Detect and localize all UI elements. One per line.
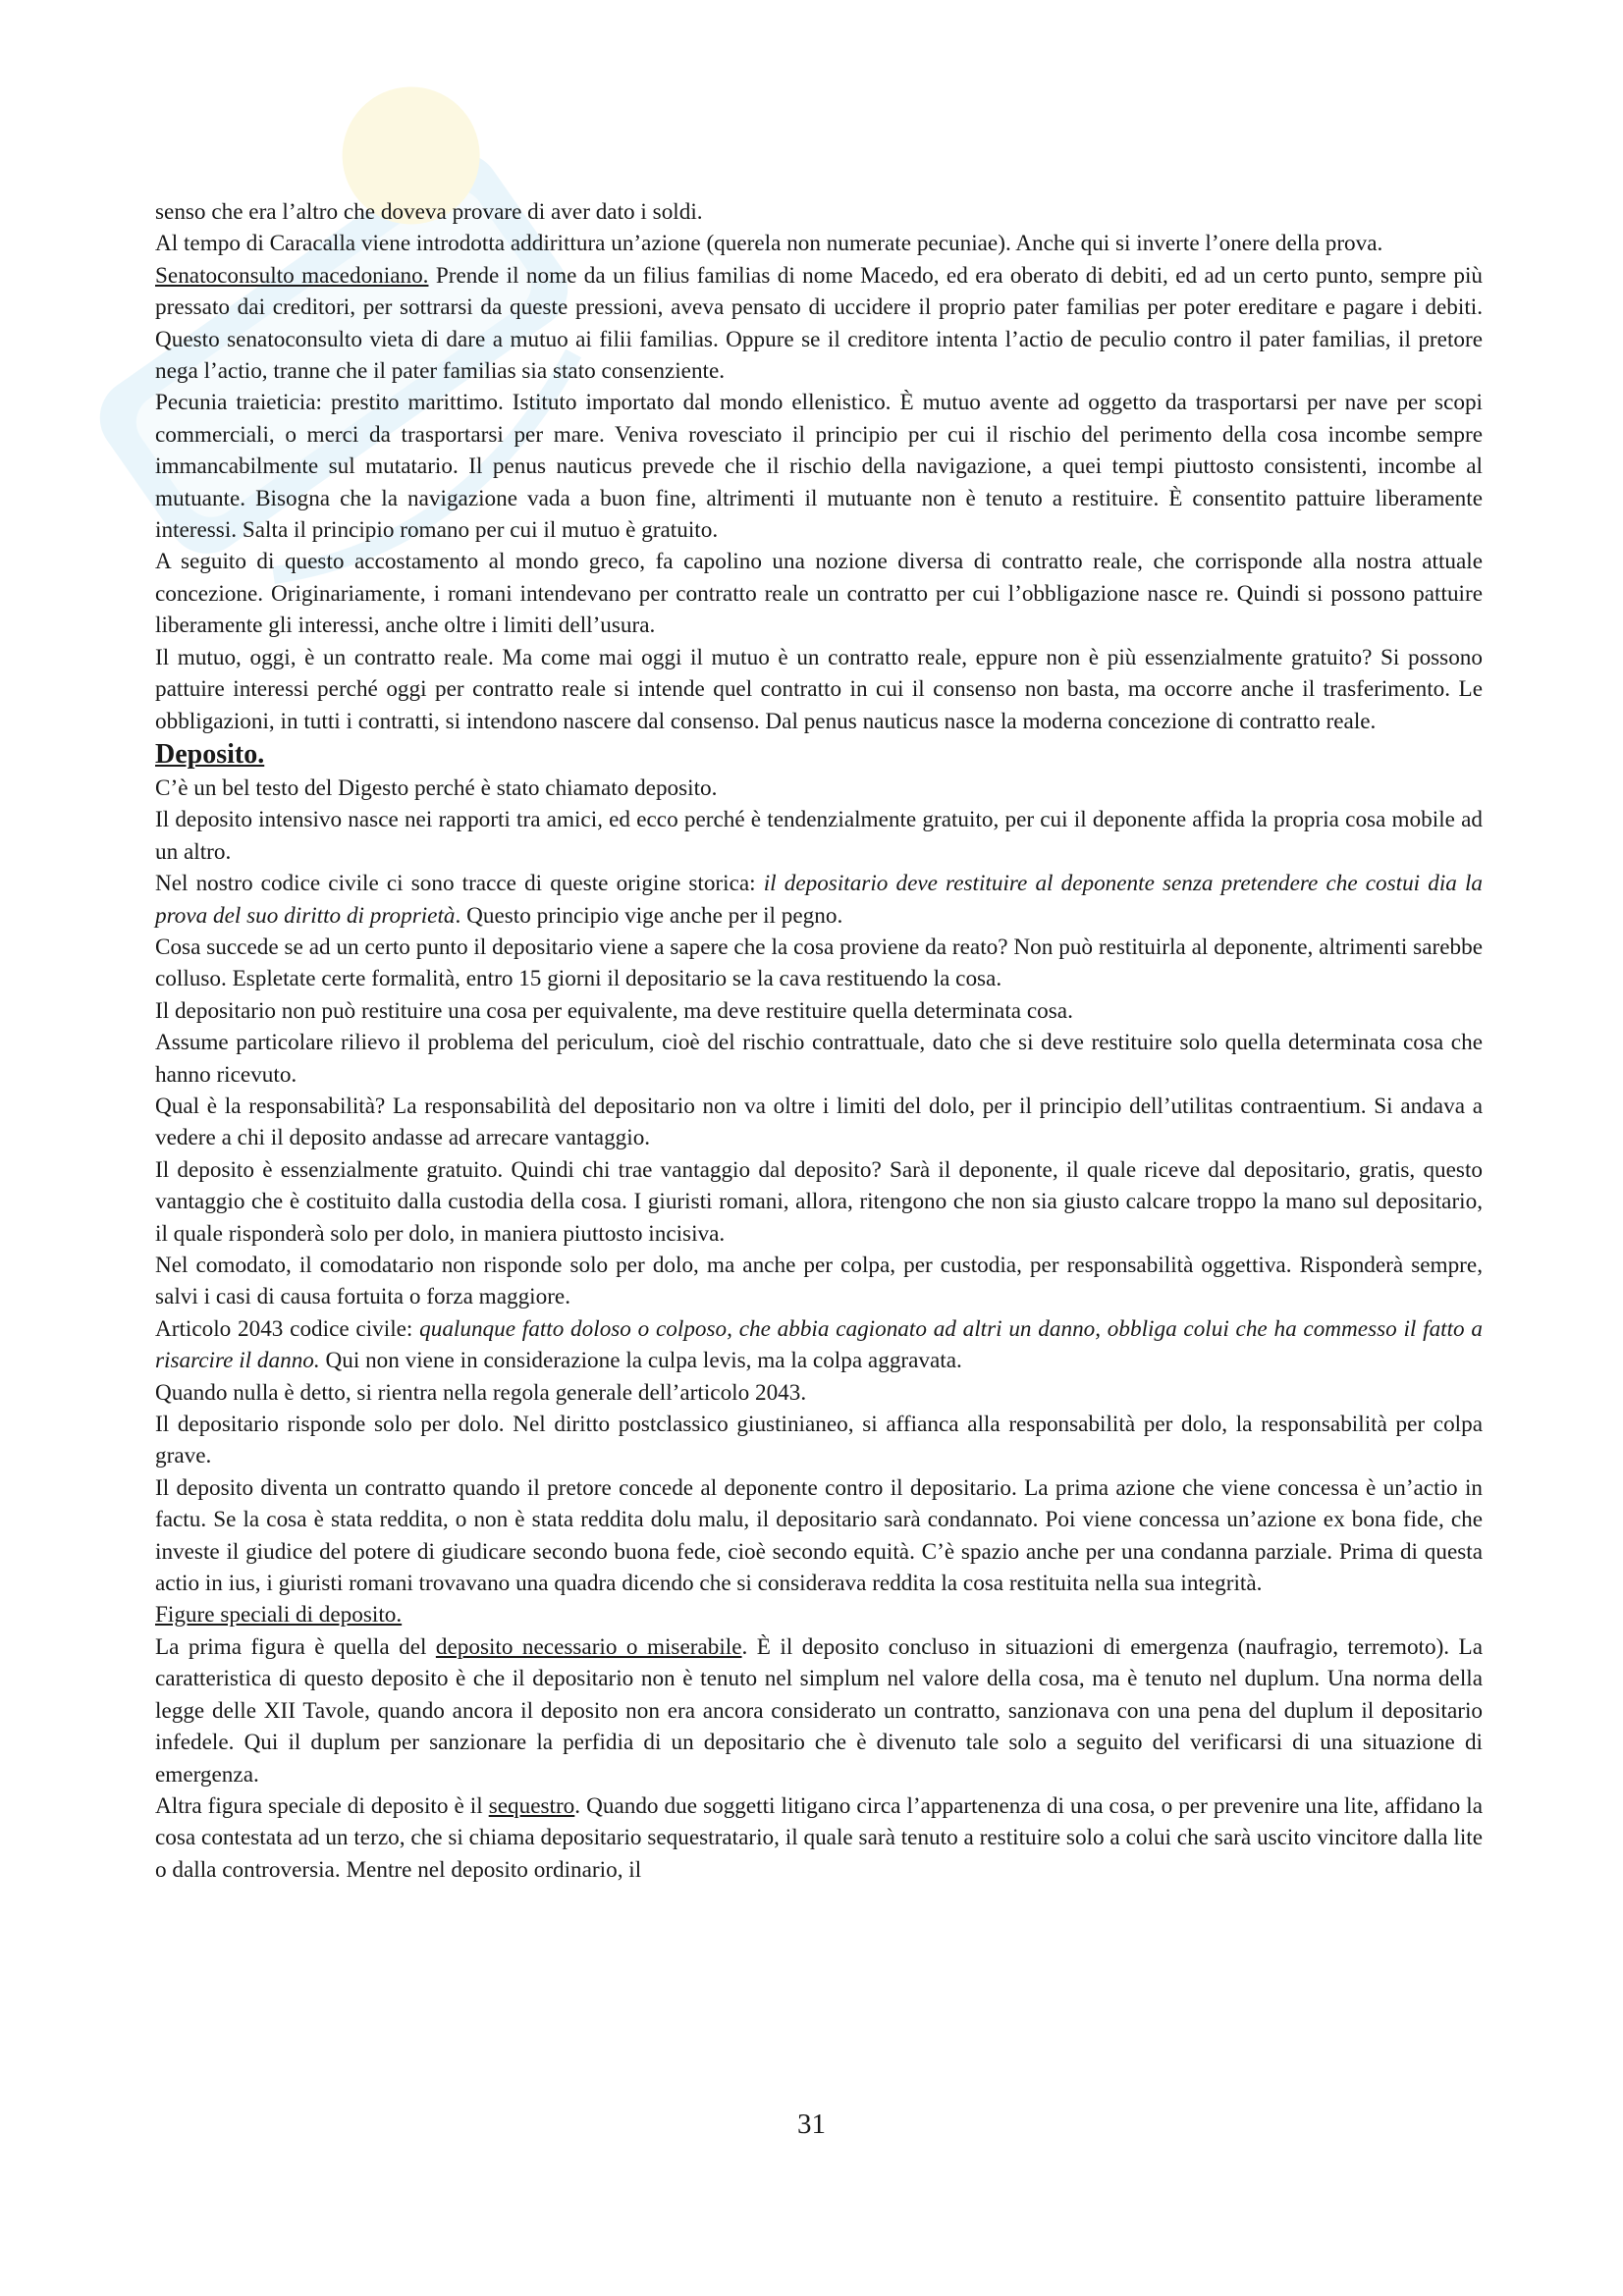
paragraph: Il deposito intensivo nasce nei rapporti tra amici, ed ecco perché è tendenzialmente gratuito, per cui il deponente affida la propria cosa mobile ad un altro. <box>155 807 1483 865</box>
paragraph-text: . Quando due soggetti litigano circa l’appartenenza di una cosa, o per prevenire una lite, affidano la cosa contestata ad un terzo, che si chiama depositario sequestratario, il quale sarà tenuto a restituire solo a colui che sarà uscito vincitore dalla lite o dalla controversia. Mentre nel deposito ordinario, il <box>155 1792 1483 1883</box>
paragraph-text: Qui non viene in considerazione la culpa levis, ma la colpa aggravata. <box>319 1348 962 1374</box>
section-heading: Deposito. <box>155 738 265 770</box>
paragraph <box>155 1313 1483 1377</box>
paragraph: Il deposito diventa un contratto quando il pretore concede al deponente contro il depositario. La prima azione che viene concessa è un’actio in factu. Se la cosa è stata reddita, o non è stata reddita dolu malu, il depositario sarà condannato. Poi viene concessa un’azione ex bona fide, che investe il giudice del potere di giudicare secondo buona fede, cioè secondo equità. C’è spazio anche per una condanna parziale. Prima di questa actio in ius, i giuristi romani trovavano una quadra dicendo che si considerava reddita la cosa restituita nella sua integrità. <box>155 1474 1483 1597</box>
paragraph <box>155 1631 1483 1790</box>
paragraph: Il depositario non può restituire una cosa per equivalente, ma deve restituire quella determinata cosa. <box>155 997 1073 1024</box>
subsection-heading: Figure speciali di deposito. <box>155 1602 403 1629</box>
paragraph: Qual è la responsabilità? La responsabilità del depositario non va oltre i limiti del dolo, per il principio dell’utilitas contraentium. Si andava a vedere a chi il deposito andasse ad arrecare vantaggio. <box>155 1093 1483 1151</box>
paragraph: A seguito di questo accostamento al mondo greco, fa capolino una nozione diversa di contratto reale, che corrisponde alla nostra attuale concezione. Originariamente, i romani intendevano per contratto reale un contratto per cui l’obbligazione nasce re. Quindi si possono pattuire liberamente gli interessi, anche oltre i limiti dell’usura. <box>155 549 1483 639</box>
italic-quote: qualunque fatto doloso o colposo, che abbia cagionato ad altri un danno, obbliga colui che ha commesso il fatto a risarcire il danno. <box>155 1315 1483 1374</box>
paragraph: Cosa succede se ad un certo punto il depositario viene a sapere che la cosa proviene da reato? Non può restituirla al deponente, altrimenti sarebbe colluso. Espletate certe formalità, entro 15 giorni il depositario se la cava restituendo la cosa. <box>155 934 1483 992</box>
term-sequestro: sequestro <box>488 1792 575 1819</box>
term-deposito-necessario: deposito necessario o miserabile <box>435 1633 742 1660</box>
paragraph-text: . È il deposito concluso in situazioni di emergenza (naufragio, terremoto). La caratteristica di questo deposito è che il depositario non è tenuto nel simplum nel valore della cosa, ma è tenuto nel duplum. Una norma della legge delle XII Tavole, quando ancora il deposito non era ancora considerato un contratto, sanzionava con una pena del duplum il depositario infedele. Qui il duplum per sanzionare la perfidia di un depositario che è divenuto tale solo a seguito del verificarsi di una situazione di emergenza. <box>155 1633 1483 1788</box>
paragraph: Nel comodato, il comodatario non risponde solo per dolo, ma anche per colpa, per custodia, per responsabilità oggettiva. Risponderà sempre, salvi i casi di causa fortuita o forza maggiore. <box>155 1253 1483 1310</box>
page-number: 31 <box>797 2109 826 2140</box>
paragraph: senso che era l’altro che doveva provare di aver dato i soldi. <box>155 199 703 225</box>
paragraph-text: Prende il nome da un filius familias di nome Macedo, ed era oberato di debiti, ed ad un certo punto, sempre più pressato dai creditori, per sottrarsi da queste pressioni, aveva pensato di uccidere il proprio pater familias per poter ereditare e pagare i debiti. Questo senatoconsulto vieta di dare a mutuo ai filii familias. Oppure se il creditore intenta l’actio de peculio contro il pater familias, il pretore nega l’actio, tranne che il pater familias sia stato consenziente. <box>155 262 1483 385</box>
paragraph: Assume particolare rilievo il problema del periculum, cioè del rischio contrattuale, dato che si deve restituire solo quella determinata cosa che hanno ricevuto. <box>155 1030 1483 1088</box>
italic-quote: il depositario deve restituire al deponente senza pretendere che costui dia la prova del suo diritto di proprietà <box>155 871 1484 929</box>
paragraph <box>155 260 1483 388</box>
paragraph: Il depositario risponde solo per dolo. Nel diritto postclassico giustinianeo, si affianca alla responsabilità per dolo, la responsabilità per colpa grave. <box>155 1412 1483 1469</box>
paragraph-text: La prima figura è quella del <box>155 1633 436 1660</box>
document-page <box>155 196 1483 1886</box>
term-senatoconsulto: Senatoconsulto macedoniano. <box>155 262 429 289</box>
paragraph-text: Articolo 2043 codice civile: <box>155 1315 420 1342</box>
paragraph <box>155 1790 1483 1886</box>
paragraph: Il mutuo, oggi, è un contratto reale. Ma come mai oggi il mutuo è un contratto reale, eppure non è più essenzialmente gratuito? Si possono pattuire interessi perché oggi per contratto reale si intende quel contratto in cui il consenso non basta, ma occorre anche il trasferimento. Le obbligazioni, in tutti i contratti, si intendono nascere dal consenso. Dal penus nauticus nasce la moderna concezione di contratto reale. <box>155 644 1483 734</box>
paragraph: Il deposito è essenzialmente gratuito. Quindi chi trae vantaggio dal deposito? Sarà il deponente, il quale riceve dal depositario, gratis, questo vantaggio che è costituito dalla custodia della cosa. I giuristi romani, allora, ritengono che non sia giusto calcare troppo la mano sul depositario, il quale risponderà solo per dolo, in maniera piuttosto incisiva. <box>155 1156 1483 1247</box>
paragraph <box>155 868 1483 932</box>
paragraph: Al tempo di Caracalla viene introdotta addirittura un’azione (querela non numerate pecuniae). Anche qui si inverte l’onere della prova. <box>155 231 1383 257</box>
paragraph-text: . Questo principio vige anche per il pegno. <box>455 902 843 929</box>
paragraph: C’è un bel testo del Digesto perché è stato chiamato deposito. <box>155 774 718 801</box>
paragraph-text: Altra figura speciale di deposito è il <box>155 1792 489 1819</box>
paragraph-text: Nel nostro codice civile ci sono tracce di queste origine storica: <box>155 871 764 897</box>
paragraph: Pecunia traieticia: prestito marittimo. Istituto importato dal mondo ellenistico. È mutuo avente ad oggetto da trasportarsi per nave per scopi commerciali, o merci da trasportarsi per mare. Veniva rovesciato il principio per cui il rischio del perimento della cosa incombe sempre immancabilmente sul mutatario. Il penus nauticus prevede che il rischio della navigazione, a quei tempi piuttosto consistenti, incombe al mutuante. Bisogna che la navigazione vada a buon fine, altrimenti il mutuante non è tenuto a restituire. È consentito pattuire liberamente interessi. Salta il principio romano per cui il mutuo è gratuito. <box>155 390 1483 544</box>
paragraph: Quando nulla è detto, si rientra nella regola generale dell’articolo 2043. <box>155 1379 807 1406</box>
